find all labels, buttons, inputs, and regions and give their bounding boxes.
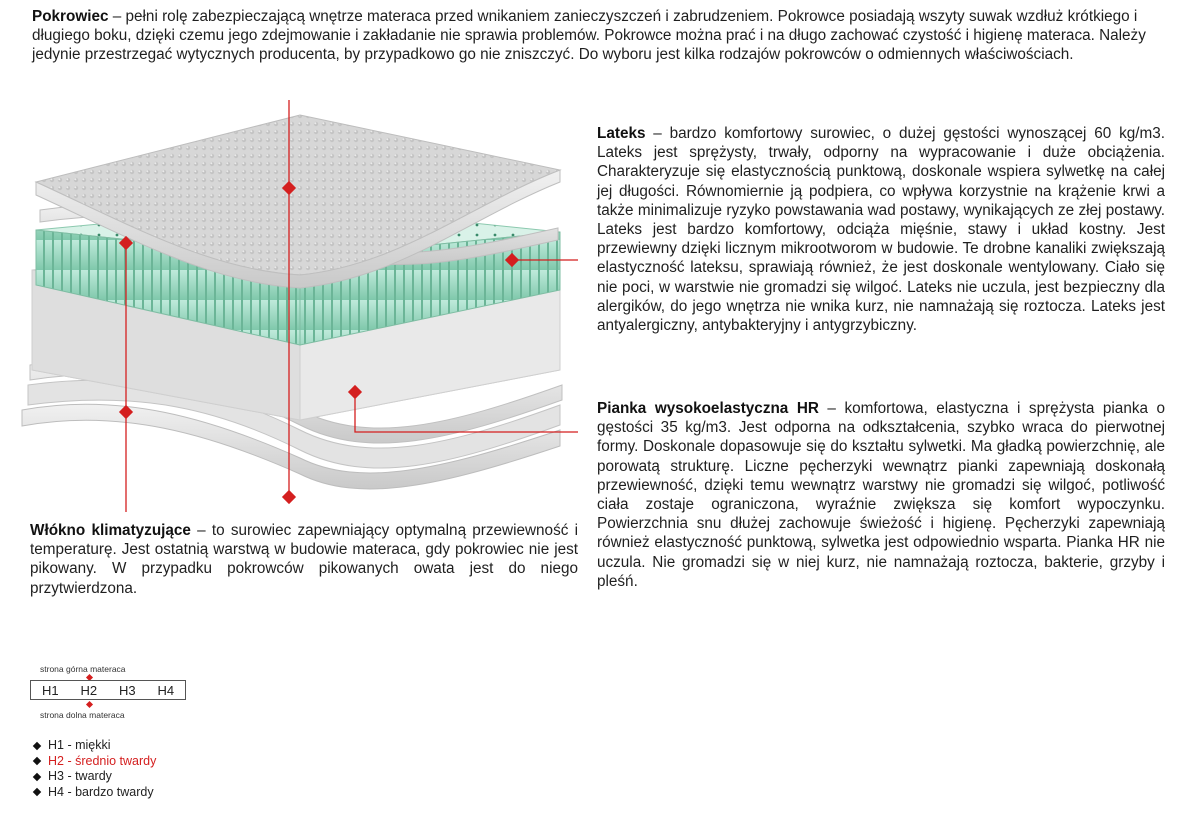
hardness-item	[34, 785, 156, 801]
hr-text: – komfortowa, elastyczna i sprężysta pianka o gęstości 35 kg/m3. Jest odporna na odkształcenia, szybko wraca do pierwotnej formy. Doskonale dopasowuje się do kształtu sylwetki. Ma gładką powierzchnię, ale porowatą strukturę. Liczne pęcherzyki wewnątrz pianki zapewniają doskonałą przewiewność, dzięki temu wewnątrz warstwy nie gromadzi się wilgoć, potliwość ciała zostaje ograniczona, wyraźnie zwiększa się komfort wypoczynku. Powierzchnia snu dłużej zachowuje świeżość i higienę. Pęcherzyki zapewniają również elastyczność punktową, sylwetka jest odpowiednio wsparta. Pianka HR nie uczula. Nie gromadzi się w niej kurz, nie namnażają roztocza, bakterie, grzyby i pleśń.	[597, 400, 1165, 590]
cover-description	[32, 7, 1182, 65]
hardness-cell-h4: H4	[157, 682, 175, 698]
hardness-item	[34, 769, 156, 785]
diamond-bullet-icon	[33, 773, 41, 781]
hardness-cell-h3: H3	[118, 682, 136, 698]
hr-foam-description	[597, 399, 1165, 591]
mattress-layers-illustration	[0, 90, 600, 520]
legend-bottom-label: strona dolna materaca	[40, 710, 125, 720]
fiber-description	[30, 521, 578, 598]
fiber-text: – to surowiec zapewniający optymalną przewiewność i temperaturę. Jest ostatnią warstwą w budowie materaca, gdy pokrowiec nie jest pikowany. W przypadku pokrowców pikowanych owata jest do niego przytwierdzona.	[30, 522, 578, 597]
diamond-bullet-icon	[33, 788, 41, 796]
cover-term: Pokrowiec	[32, 8, 109, 25]
latex-term: Lateks	[597, 125, 646, 142]
hardness-cell-h1: H1	[41, 682, 59, 698]
hardness-label: H3 - twardy	[48, 769, 112, 783]
hardness-label: H4 - bardzo twardy	[48, 784, 154, 799]
diamond-bullet-icon	[33, 757, 41, 765]
hardness-label: H1 - miękki	[48, 738, 111, 752]
legend-bottom-marker	[86, 701, 93, 708]
legend-top-label: strona górna materaca	[40, 664, 126, 674]
hardness-scale	[30, 680, 186, 700]
hardness-item	[34, 738, 156, 754]
latex-text: – bardzo komfortowy surowiec, o dużej gęstości wynoszącej 60 kg/m3. Lateks jest sprężysty, trwały, odporny na wypracowanie i duże obciążenia. Charakteryzuje się elastycznością punktową, doskonale wspiera sylwetkę na całej jej długości. Równomiernie ją podpiera, co wpływa korzystnie na krążenie krwi a także minimalizuje ryzyko powstawania wad postawy, wynikających ze złej postawy. Lateks jest bardzo komfortowy, odciąża mięśnie, stawy i układ kostny. Jest przewiewny dzięki licznym mikrootworom w budowie. Te drobne kanaliki zwiększają elastyczność lateksu, sprawiają również, że jest doskonale wentylowany. Ciało się nie poci, w warstwie nie gromadzi się wilgoć. Lateks nie uczula, jest bezpieczny dla alergików, do jego wnętrza nie wnika kurz, nie namnażają się roztocza. Lateks jest antyalergiczny, antybakteryjny i antygrzybiczny.	[597, 125, 1165, 335]
latex-description	[597, 124, 1165, 335]
hardness-item-selected	[34, 754, 156, 770]
diamond-bullet-icon	[33, 742, 41, 750]
hardness-label: H2 - średnio twardy	[48, 753, 157, 768]
cover-text: – pełni rolę zabezpieczającą wnętrze materaca przed wnikaniem zanieczyszczeń i zabrudzeniem. Pokrowce posiadają wszyty suwak wzdłuż krótkiego i długiego boku, dzięki czemu jego zdejmowanie i zakładanie nie sprawia problemów. Pokrowce można prać i na długo zachować czystość i higienę materaca. Należy jedynie przestrzegać wytycznych producenta, by przypadkowo go nie zniszczyć. Do wyboru jest kilka rodzajów pokrowców o odmiennych właściwościach.	[32, 8, 1146, 64]
hr-term: Pianka wysokoelastyczna HR	[597, 400, 819, 417]
hardness-cell-h2: H2	[80, 682, 98, 698]
fiber-term: Włókno klimatyzujące	[30, 522, 191, 539]
hardness-list	[34, 738, 156, 800]
